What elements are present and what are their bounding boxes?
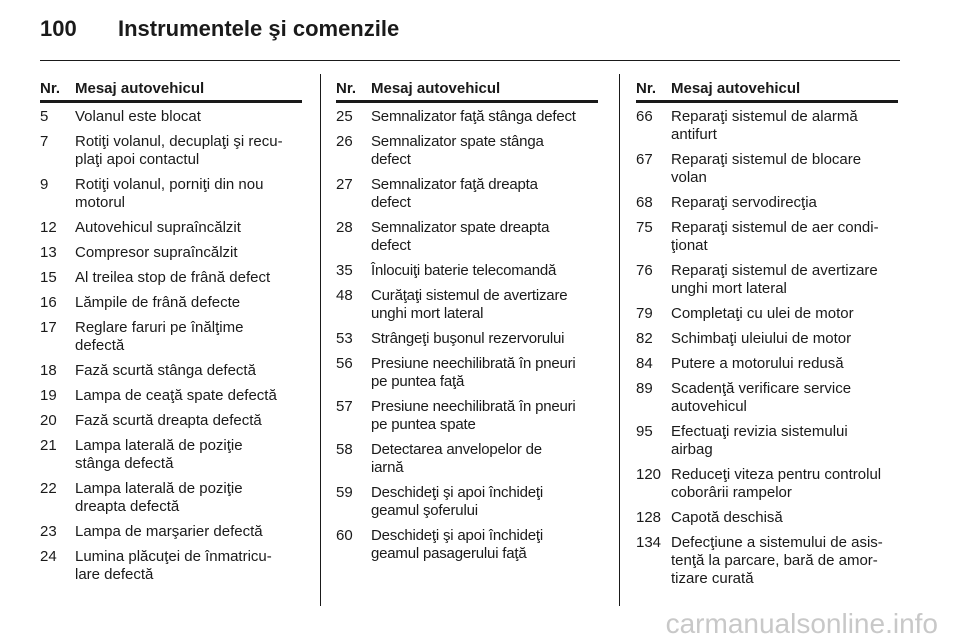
message-text: Compresor supraîncălzit: [75, 244, 238, 261]
message-number: 20: [40, 412, 57, 429]
message-text: Rotiţi volanul, decuplaţi şi recu- plaţi apoi contactul: [75, 133, 283, 168]
message-number: 60: [336, 527, 353, 544]
table-row: [40, 133, 302, 169]
message-number: 19: [40, 387, 57, 404]
table-header: [40, 80, 302, 103]
table-row: [336, 527, 598, 563]
table-row: [636, 305, 898, 323]
message-text: Autovehicul supraîncălzit: [75, 219, 241, 236]
table-row: [636, 466, 898, 502]
message-text: Completaţi cu ulei de motor: [671, 305, 854, 322]
header-message: Mesaj autovehicul: [371, 80, 501, 97]
table-row: [636, 423, 898, 459]
message-number: 26: [336, 133, 353, 150]
page-header: [40, 16, 399, 42]
table-row: [40, 437, 302, 473]
message-text: Reduceţi viteza pentru controlul coborârii rampelor: [671, 466, 882, 501]
table-row: [40, 412, 302, 430]
message-text: Lampa laterală de poziţie dreapta defectă: [75, 480, 243, 515]
table-body: [336, 108, 598, 563]
header-message: Mesaj autovehicul: [75, 80, 205, 97]
message-number: 128: [636, 509, 662, 526]
message-number: 95: [636, 423, 653, 440]
message-text: Lampa de ceaţă spate defectă: [75, 387, 277, 404]
table-row: [40, 523, 302, 541]
message-number: 82: [636, 330, 653, 347]
message-text: Înlocuiţi baterie telecomandă: [371, 262, 557, 279]
table-row: [336, 133, 598, 169]
table-row: [336, 398, 598, 434]
page-title: Instrumentele şi comenzile: [118, 16, 400, 41]
message-number: 15: [40, 269, 57, 286]
message-number: 21: [40, 437, 57, 454]
table-column-1: [40, 80, 302, 591]
message-number: 120: [636, 466, 662, 483]
message-text: Reparaţi sistemul de aer condi- ţionat: [671, 219, 879, 254]
table-row: [40, 244, 302, 262]
message-text: Lampa laterală de poziţie stânga defectă: [75, 437, 243, 472]
table-row: [636, 330, 898, 348]
table-row: [40, 362, 302, 380]
message-text: Efectuaţi revizia sistemului airbag: [671, 423, 848, 458]
message-text: Scadenţă verificare service autovehicul: [671, 380, 852, 415]
message-number: 27: [336, 176, 353, 193]
message-text: Presiune neechilibrată în pneuri pe puntea faţă: [371, 355, 576, 390]
message-number: 89: [636, 380, 653, 397]
message-text: Detectarea anvelopelor de iarnă: [371, 441, 542, 476]
table-row: [636, 219, 898, 255]
message-text: Reparaţi sistemul de alarmă antifurt: [671, 108, 858, 143]
header-nr: Nr.: [40, 80, 61, 97]
table-column-3: [636, 80, 898, 595]
message-number: 75: [636, 219, 653, 236]
message-number: 24: [40, 548, 57, 565]
message-text: Semnalizator spate dreapta defect: [371, 219, 550, 254]
table-row: [636, 355, 898, 373]
message-number: 76: [636, 262, 653, 279]
message-number: 66: [636, 108, 653, 125]
table-row: [636, 262, 898, 298]
message-text: Rotiţi volanul, porniţi din nou motorul: [75, 176, 264, 211]
table-row: [636, 108, 898, 144]
table-row: [336, 330, 598, 348]
table-row: [336, 355, 598, 391]
table-row: [336, 262, 598, 280]
table-row: [636, 509, 898, 527]
column-divider: [619, 74, 620, 606]
table-row: [336, 484, 598, 520]
message-number: 5: [40, 108, 49, 125]
message-text: Semnalizator faţă dreapta defect: [371, 176, 538, 211]
table-row: [40, 108, 302, 126]
message-text: Putere a motorului redusă: [671, 355, 844, 372]
message-text: Defecţiune a sistemului de asis- tenţă la parcare, bară de amor- tizare curată: [671, 534, 883, 587]
message-number: 134: [636, 534, 662, 551]
table-column-2: [336, 80, 598, 570]
message-text: Reglare faruri pe înălţime defectă: [75, 319, 244, 354]
table-body: [636, 108, 898, 588]
table-row: [40, 219, 302, 237]
message-number: 13: [40, 244, 57, 261]
table-row: [40, 269, 302, 287]
message-number: 23: [40, 523, 57, 540]
message-number: 18: [40, 362, 57, 379]
table-row: [636, 380, 898, 416]
message-number: 79: [636, 305, 653, 322]
message-number: 57: [336, 398, 353, 415]
table-row: [40, 548, 302, 584]
table-row: [336, 441, 598, 477]
table-row: [40, 176, 302, 212]
message-number: 67: [636, 151, 653, 168]
message-text: Fază scurtă stânga defectă: [75, 362, 256, 379]
table-row: [336, 219, 598, 255]
message-text: Curăţaţi sistemul de avertizare unghi mort lateral: [371, 287, 568, 322]
watermark: carmanualsonline.info: [665, 608, 938, 639]
table-row: [40, 387, 302, 405]
table-row: [40, 319, 302, 355]
column-divider: [320, 74, 321, 606]
message-text: Lampa de marşarier defectă: [75, 523, 263, 540]
message-number: 59: [336, 484, 353, 501]
table-row: [336, 287, 598, 323]
table-row: [40, 480, 302, 516]
message-text: Reparaţi sistemul de avertizare unghi mort lateral: [671, 262, 878, 297]
message-number: 9: [40, 176, 49, 193]
message-number: 28: [336, 219, 353, 236]
message-number: 84: [636, 355, 653, 372]
table-row: [636, 534, 898, 588]
header-nr: Nr.: [636, 80, 657, 97]
message-text: Deschideţi şi apoi închideţi geamul pasagerului faţă: [371, 527, 543, 562]
message-number: 56: [336, 355, 353, 372]
message-number: 35: [336, 262, 353, 279]
header-rule: [40, 60, 900, 61]
message-number: 22: [40, 480, 57, 497]
message-text: Presiune neechilibrată în pneuri pe puntea spate: [371, 398, 576, 433]
message-number: 68: [636, 194, 653, 211]
message-number: 16: [40, 294, 57, 311]
message-number: 12: [40, 219, 57, 236]
table-body: [40, 108, 302, 584]
message-text: Fază scurtă dreapta defectă: [75, 412, 262, 429]
message-text: Schimbaţi uleiului de motor: [671, 330, 852, 347]
message-number: 7: [40, 133, 49, 150]
message-number: 25: [336, 108, 353, 125]
message-text: Al treilea stop de frână defect: [75, 269, 271, 286]
message-text: Deschideţi şi apoi închideţi geamul şoferului: [371, 484, 543, 519]
table-row: [636, 194, 898, 212]
message-text: Capotă deschisă: [671, 509, 783, 526]
table-header: [336, 80, 598, 103]
message-text: Strângeţi buşonul rezervorului: [371, 330, 565, 347]
message-text: Reparaţi sistemul de blocare volan: [671, 151, 862, 186]
message-number: 17: [40, 319, 57, 336]
message-number: 53: [336, 330, 353, 347]
table-header: [636, 80, 898, 103]
message-text: Semnalizator spate stânga defect: [371, 133, 544, 168]
message-number: 58: [336, 441, 353, 458]
header-nr: Nr.: [336, 80, 357, 97]
header-message: Mesaj autovehicul: [671, 80, 801, 97]
page-number: 100: [40, 16, 77, 41]
message-number: 48: [336, 287, 353, 304]
table-row: [636, 151, 898, 187]
table-row: [40, 294, 302, 312]
message-text: Semnalizator faţă stânga defect: [371, 108, 576, 125]
message-text: Lămpile de frână defecte: [75, 294, 241, 311]
table-row: [336, 108, 598, 126]
message-text: Reparaţi servodirecţia: [671, 194, 817, 211]
message-text: Lumina plăcuţei de înmatricu- lare defectă: [75, 548, 272, 583]
message-text: Volanul este blocat: [75, 108, 201, 125]
table-row: [336, 176, 598, 212]
